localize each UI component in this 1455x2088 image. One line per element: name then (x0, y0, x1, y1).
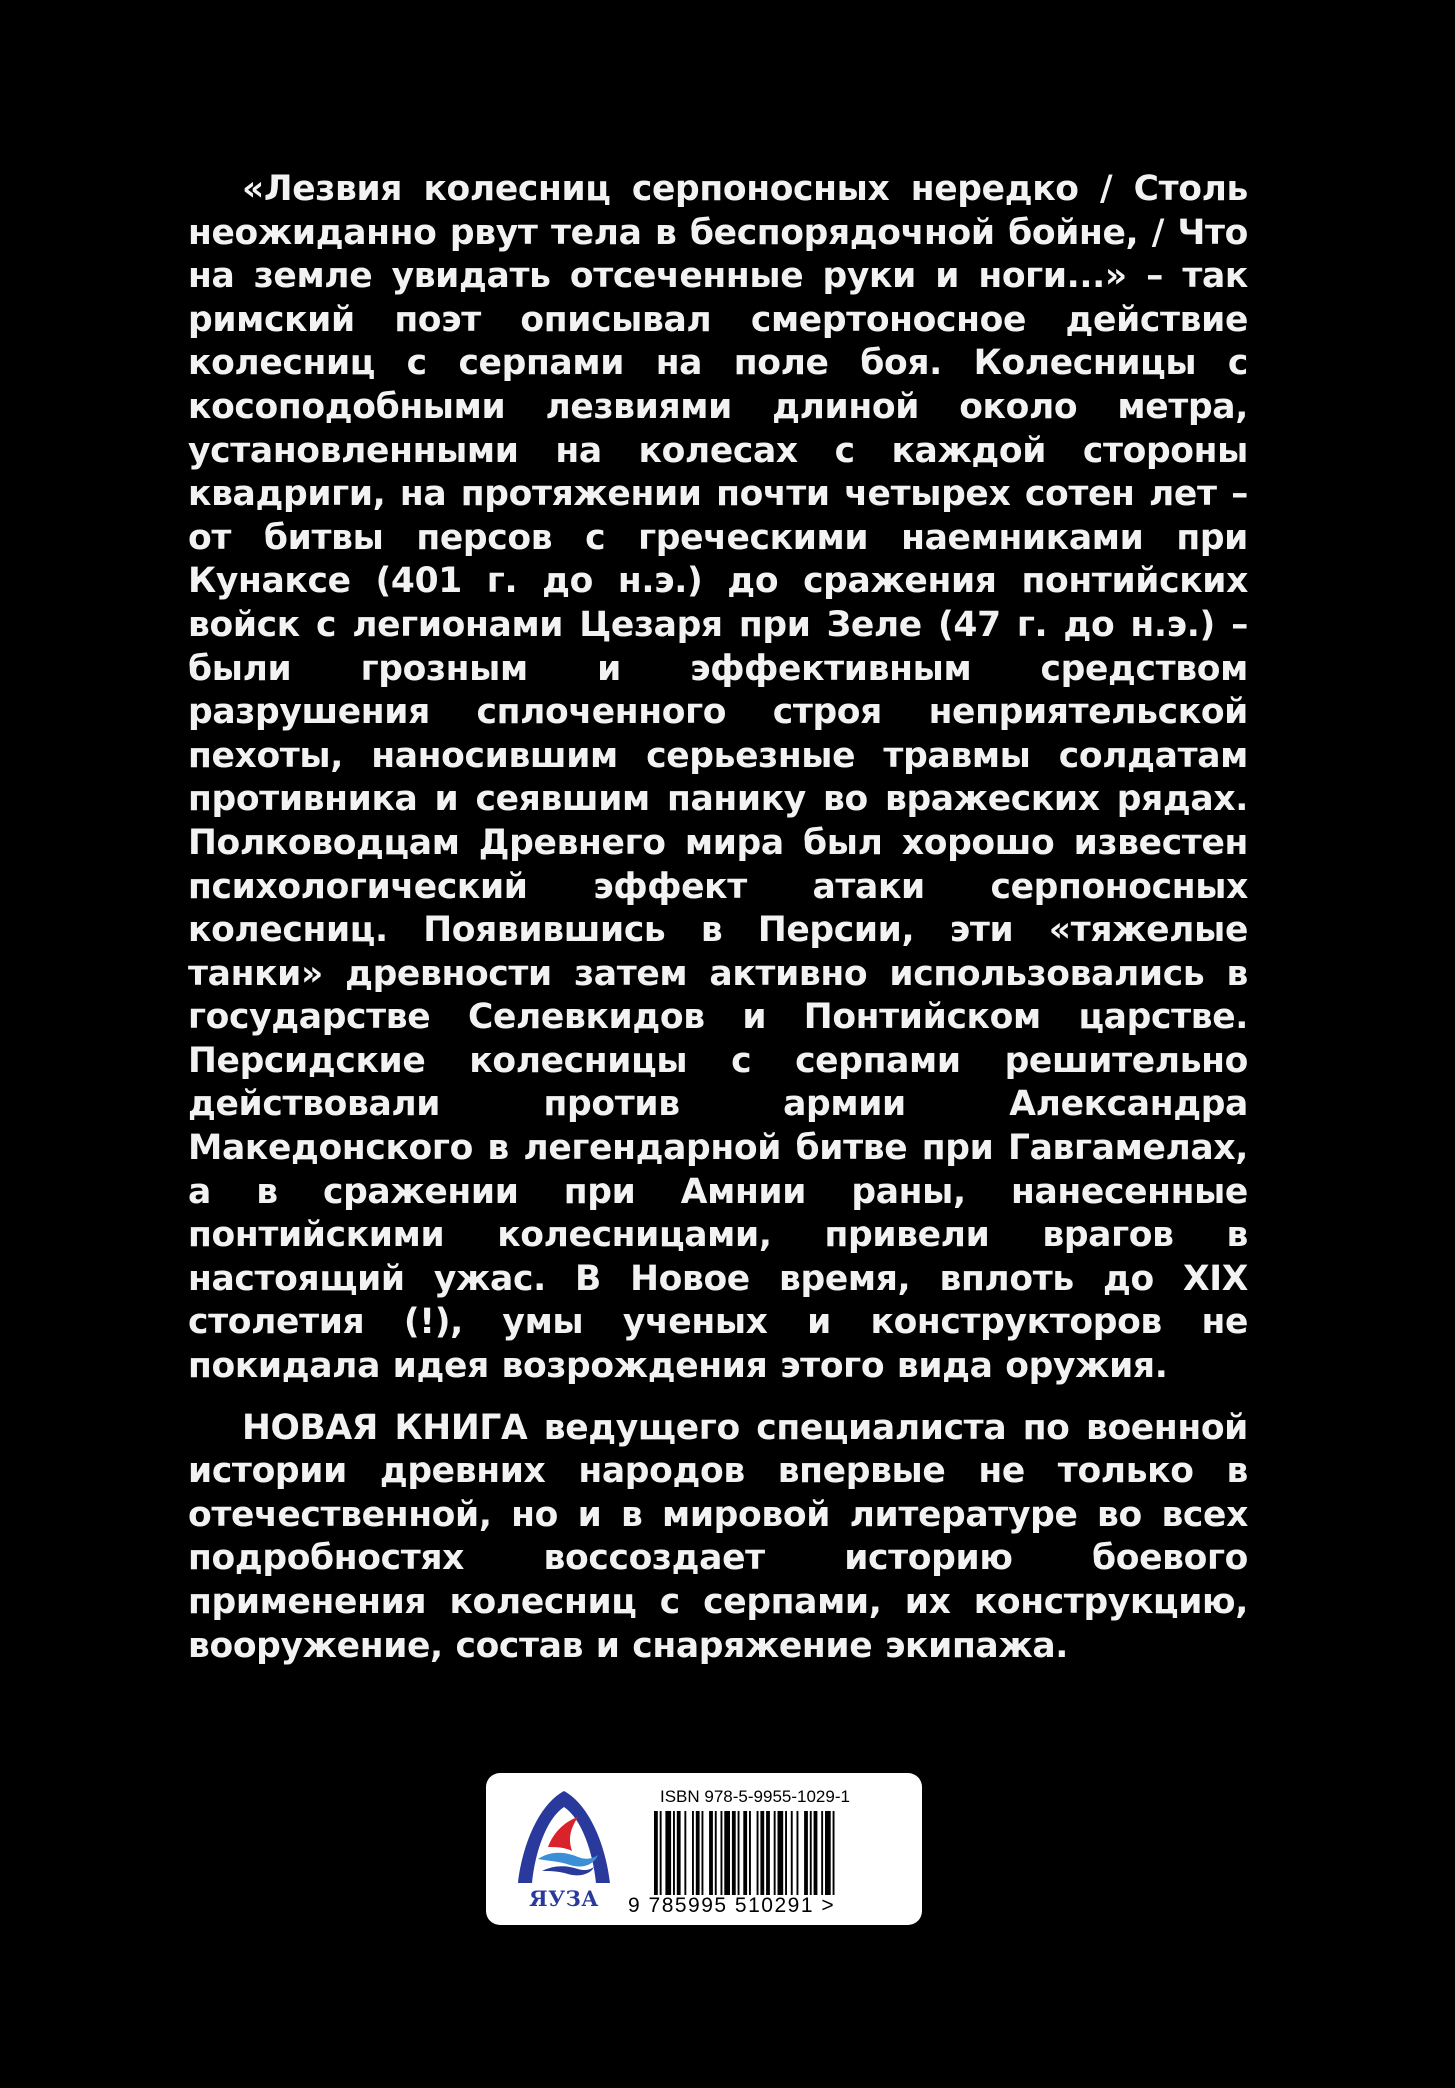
barcode-bar (821, 1811, 823, 1895)
barcode-bar (743, 1811, 747, 1895)
barcode-bar (738, 1811, 740, 1895)
barcode-bar (825, 1811, 831, 1895)
barcode-bar (757, 1811, 759, 1895)
isbn-label: ISBN 978-5-9955-1029-1 (660, 1787, 850, 1806)
paragraph-2: НОВАЯ КНИГА ведущего специалиста по военной истории древних народов впервые не только в отечественной, но и в мировой литературе во всех подробностях воссоздает историю боевого применения колесниц с серпами, их конструкцию, вооружение, состав и снаряжение экипажа. (188, 1407, 1248, 1666)
publisher-logo-label: ЯУЗА (529, 1886, 599, 1911)
publisher-logo-icon (508, 1787, 620, 1887)
barcode-bar (814, 1811, 818, 1895)
barcode-bar (833, 1811, 835, 1895)
paragraph-1: «Лезвия колесниц серпоносных нередко / Столь неожиданно рвут тела в беспорядочной бойне, / Что на земле увидать отсеченные руки и ноги...» – так римский поэт описывал смертоносное действие колесниц с серпами на поле боя. Колесницы с косоподобными лезвиями длиной около метра, установленными на колесах с каждой стороны квадриги, на протяжении почти четырех сотен лет – от битвы персов с греческими наемниками при Кунаксе (401 г. до н.э.) до сражения понтийских войск с легионами Цезаря при Зеле (47 г. до н.э.) – были грозным и эффективным средством разрушения сплоченного строя неприятельской пехоты, наносившим серьезные травмы солдатам противника и сеявшим панику во вражеских рядах. Полководцам Древнего мира был хорошо известен психологический эффект атаки серпоносных колесниц. Появившись в Персии, эти «тяжелые танки» древности затем активно использовались в государстве Селевкидов и Понтийском царстве. Персидские колесницы с серпами решительно действовали против армии Александра Македонского в легендарной битве при Гавгамелах, а в сражении при Амнии раны, нанесенные понтийскими колесницами, привели врагов в настоящий ужас. В Новое время, вплоть до XIX столетия (!), умы ученых и конструкторов не покидала идея возрождения этого вида оружия. (188, 169, 1248, 1387)
barcode-bar (654, 1811, 658, 1895)
barcode-bar (709, 1811, 713, 1895)
barcode-bar (692, 1811, 694, 1895)
barcode-bar (677, 1811, 681, 1895)
barcode-bar (804, 1811, 808, 1895)
barcode-bar (673, 1811, 675, 1895)
annotation-text (188, 168, 1248, 1668)
barcode-bar (785, 1811, 787, 1895)
barcode-bar (810, 1811, 812, 1895)
barcode-bar (749, 1811, 751, 1895)
barcode-bar (732, 1811, 736, 1895)
barcode-bar (696, 1811, 700, 1895)
barcode-bar (665, 1811, 671, 1895)
barcode (652, 1811, 902, 1895)
barcode-bar (774, 1811, 776, 1895)
barcode-bar (778, 1811, 784, 1895)
barcode-panel (486, 1773, 922, 1925)
barcode-digits: 9 785995 510291 > (628, 1894, 836, 1917)
barcode-bar (702, 1811, 704, 1895)
barcode-bar (715, 1811, 717, 1895)
barcode-bar (766, 1811, 770, 1895)
barcode-bar (684, 1811, 686, 1895)
barcode-bar (660, 1811, 662, 1895)
barcode-bar (724, 1811, 730, 1895)
barcode-bar (760, 1811, 764, 1895)
barcode-bar (797, 1811, 799, 1895)
barcode-bar (791, 1811, 793, 1895)
publisher-logo (508, 1787, 620, 1911)
barcode-bar (721, 1811, 723, 1895)
